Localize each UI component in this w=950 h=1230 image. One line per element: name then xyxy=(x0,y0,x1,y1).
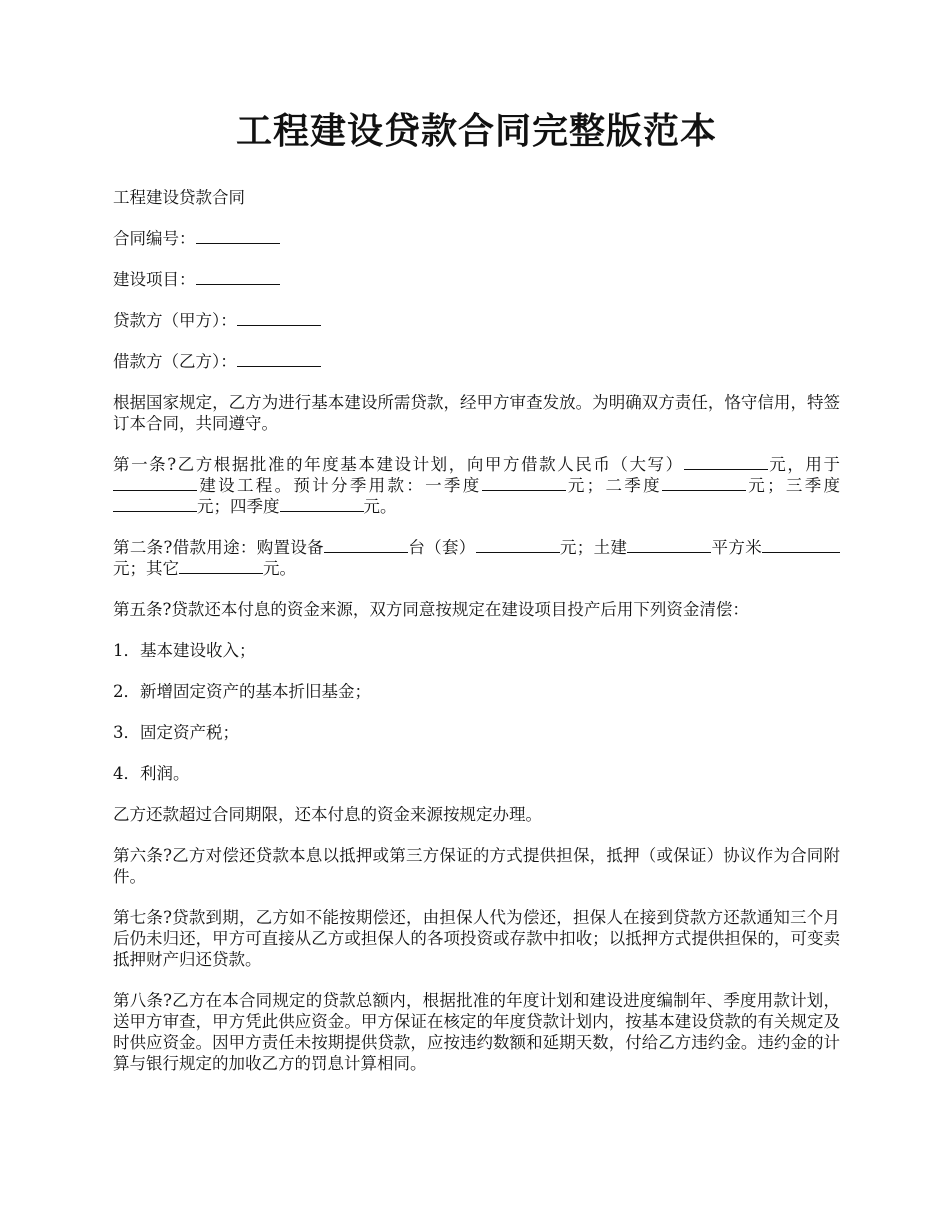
article-5: 第五条?贷款还本付息的资金来源，双方同意按规定在建设项目投产后用下列资金清偿： xyxy=(113,600,749,620)
borrower-blank xyxy=(237,351,321,367)
amount-blank xyxy=(684,454,768,470)
article-2 xyxy=(113,537,840,579)
article-7: 第七条?贷款到期，乙方如不能按期偿还，由担保人代为偿还，担保人在接到贷款方还款通知三个月后仍未归还，甲方可直接从乙方或担保人的各项投资或存款中扣收；以抵押方式提供担保的，可变卖抵押财产归还贷款。 xyxy=(113,908,840,970)
article-6: 第六条?乙方对偿还贷款本息以抵押或第三方保证的方式提供担保，抵押（或保证）协议作为合同附件。 xyxy=(113,846,840,887)
q4-blank xyxy=(280,496,364,512)
other-blank xyxy=(179,558,263,574)
article-2-text: 元；土建 xyxy=(559,538,628,558)
overdue-paragraph: 乙方还款超过合同期限，还本付息的资金来源按规定办理。 xyxy=(113,805,542,825)
document-page xyxy=(113,110,840,1094)
article-1-text: 元；四季度 xyxy=(197,497,280,517)
project-field xyxy=(113,269,840,290)
project-label: 建设项目： xyxy=(113,270,196,290)
article-1-text: 元；二季度 xyxy=(565,476,662,496)
project-blank xyxy=(196,269,280,285)
project-use-blank xyxy=(113,475,197,491)
lender-blank xyxy=(237,310,321,326)
article-1-text: 元；三季度 xyxy=(745,476,841,496)
article-2-text: 平方米 xyxy=(711,538,763,558)
lender-field xyxy=(113,310,840,331)
borrower-label: 借款方（乙方）： xyxy=(113,352,237,372)
q1-blank xyxy=(482,475,566,491)
article-8: 第八条?乙方在本合同规定的贷款总额内，根据批准的年度计划和建设进度编制年、季度用款计划，送甲方审查，甲方凭此供应资金。甲方保证在核定的年度贷款计划内，按基本建设贷款的有关规定及时供应资金。因甲方责任未按期提供贷款，应按违约数额和延期天数，付给乙方违约金。违约金的计算与银行规定的加收乙方的罚息计算相同。 xyxy=(113,991,840,1074)
list-item: 3．固定资产税； xyxy=(113,723,239,743)
article-1-text: 建设工程。预计分季用款：一季度 xyxy=(197,476,482,496)
area-amount-blank-b xyxy=(798,537,840,553)
q3-blank xyxy=(113,496,197,512)
article-1 xyxy=(113,454,840,517)
borrower-field xyxy=(113,351,840,372)
list-item: 1．基本建设收入； xyxy=(113,641,256,661)
article-1-text: 第一条?乙方根据批准的年度基本建设计划，向甲方借款人民币（大写） xyxy=(113,455,684,475)
list-item: 4．利润。 xyxy=(113,764,190,784)
lender-label: 贷款方（甲方）： xyxy=(113,311,237,331)
article-2-text: 台（套） xyxy=(408,538,476,558)
q2-blank xyxy=(662,475,746,491)
contract-number-label: 合同编号： xyxy=(113,229,196,249)
equipment-amount-blank xyxy=(476,537,560,553)
contract-number-field xyxy=(113,228,840,249)
intro-paragraph: 根据国家规定，乙方为进行基本建设所需贷款，经甲方审查发放。为明确双方责任，恪守信用，特签订本合同，共同遵守。 xyxy=(113,393,840,434)
article-2-text: 第二条?借款用途：购置设备 xyxy=(113,538,325,558)
construction-blank xyxy=(627,537,711,553)
document-title: 工程建设贷款合同完整版范本 xyxy=(235,110,717,152)
article-1-text: 元，用于 xyxy=(767,455,840,475)
document-subtitle: 工程建设贷款合同 xyxy=(113,188,245,208)
list-item: 2．新增固定资产的基本折旧基金； xyxy=(113,682,371,702)
area-amount-blank-a xyxy=(762,537,798,553)
equipment-blank xyxy=(324,537,408,553)
contract-number-blank xyxy=(196,228,280,244)
article-2-text: 元；其它 xyxy=(113,559,179,579)
article-1-text: 元。 xyxy=(363,497,397,517)
article-2-text: 元。 xyxy=(263,559,296,579)
